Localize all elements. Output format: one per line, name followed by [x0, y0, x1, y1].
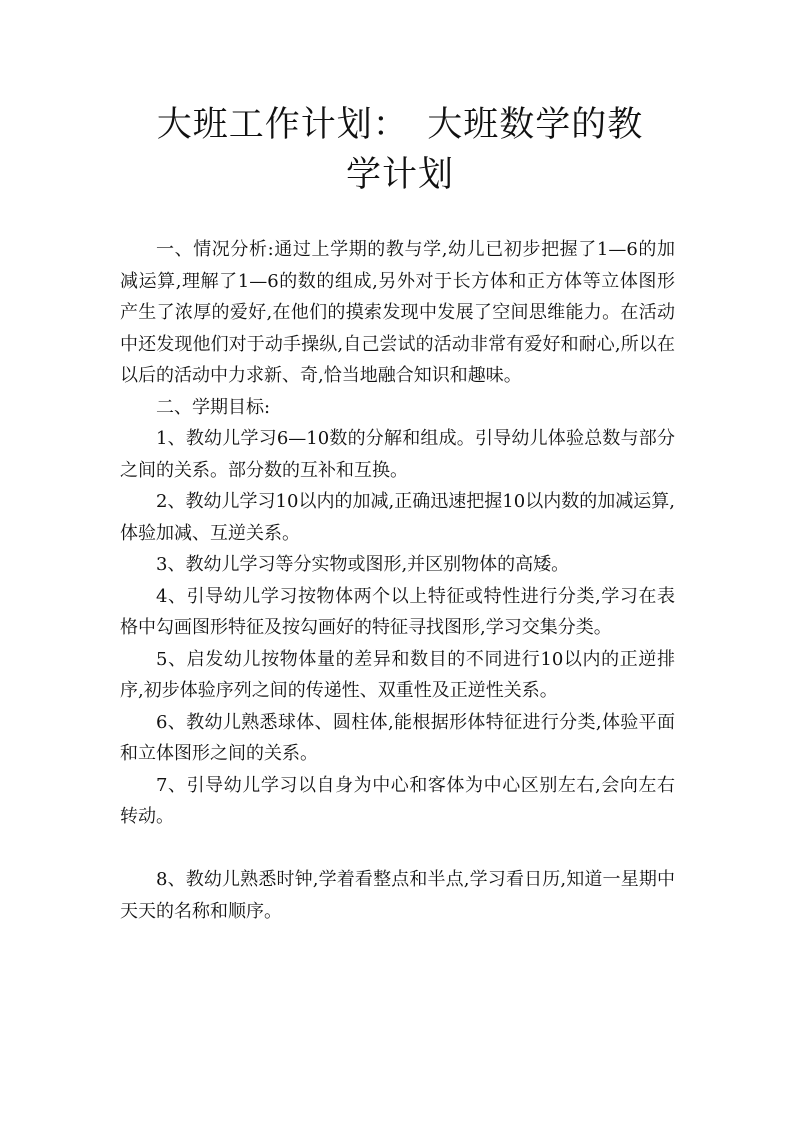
paragraph-goal-4: 4、引导幼儿学习按物体两个以上特征或特性进行分类,学习在表格中勾画图形特征及按勾画好的特征寻找图形,学习交集分类。 [120, 585, 675, 638]
paragraph-goals-heading: 二、学期目标: [156, 396, 271, 418]
paragraph-goal-2: 2、教幼儿学习10以内的加减,正确迅速把握10以内数的加减运算,体验加减、互逆关系。 [120, 491, 675, 544]
paragraph-goal-6: 6、教幼儿熟悉球体、圆柱体,能根据形体特征进行分类,体验平面和立体图形之间的关系。 [120, 711, 675, 764]
paragraph-goal-5: 5、启发幼儿按物体量的差异和数目的不同进行10以内的正逆排序,初步体验序列之间的传递性、双重性及正逆性关系。 [120, 648, 675, 701]
paragraph-goal-8: 8、教幼儿熟悉时钟,学着看整点和半点,学习看日历,知道一星期中天天的名称和顺序。 [120, 869, 675, 922]
title-line-1: 大班工作计划： 大班数学的教 [156, 105, 644, 145]
title-line-2: 学计划 [345, 155, 454, 195]
paragraph-goal-7: 7、引导幼儿学习以自身为中心和客体为中心区别左右,会向左右转动。 [120, 774, 675, 827]
paragraph-situation-analysis: 一、情况分析:通过上学期的教与学,幼儿已初步把握了1—6的加减运算,理解了1—6的数的组成,另外对于长方体和正方体等立体图形产生了浓厚的爱好,在他们的摸索发现中发展了空间思维能力。在活动中还发现他们对于动手操纵,自己尝试的活动非常有爱好和耐心,所以在以后的活动中力求新、奇,恰当地融合知识和趣味。 [120, 239, 675, 386]
document-body [120, 234, 675, 927]
page-title [120, 100, 680, 200]
paragraph-goal-3: 3、教幼儿学习等分实物或图形,并区别物体的高矮。 [156, 554, 570, 575]
paragraph-goal-1: 1、教幼儿学习6—10数的分解和组成。引导幼儿体验总数与部分之间的关系。部分数的互补和互换。 [120, 428, 675, 481]
